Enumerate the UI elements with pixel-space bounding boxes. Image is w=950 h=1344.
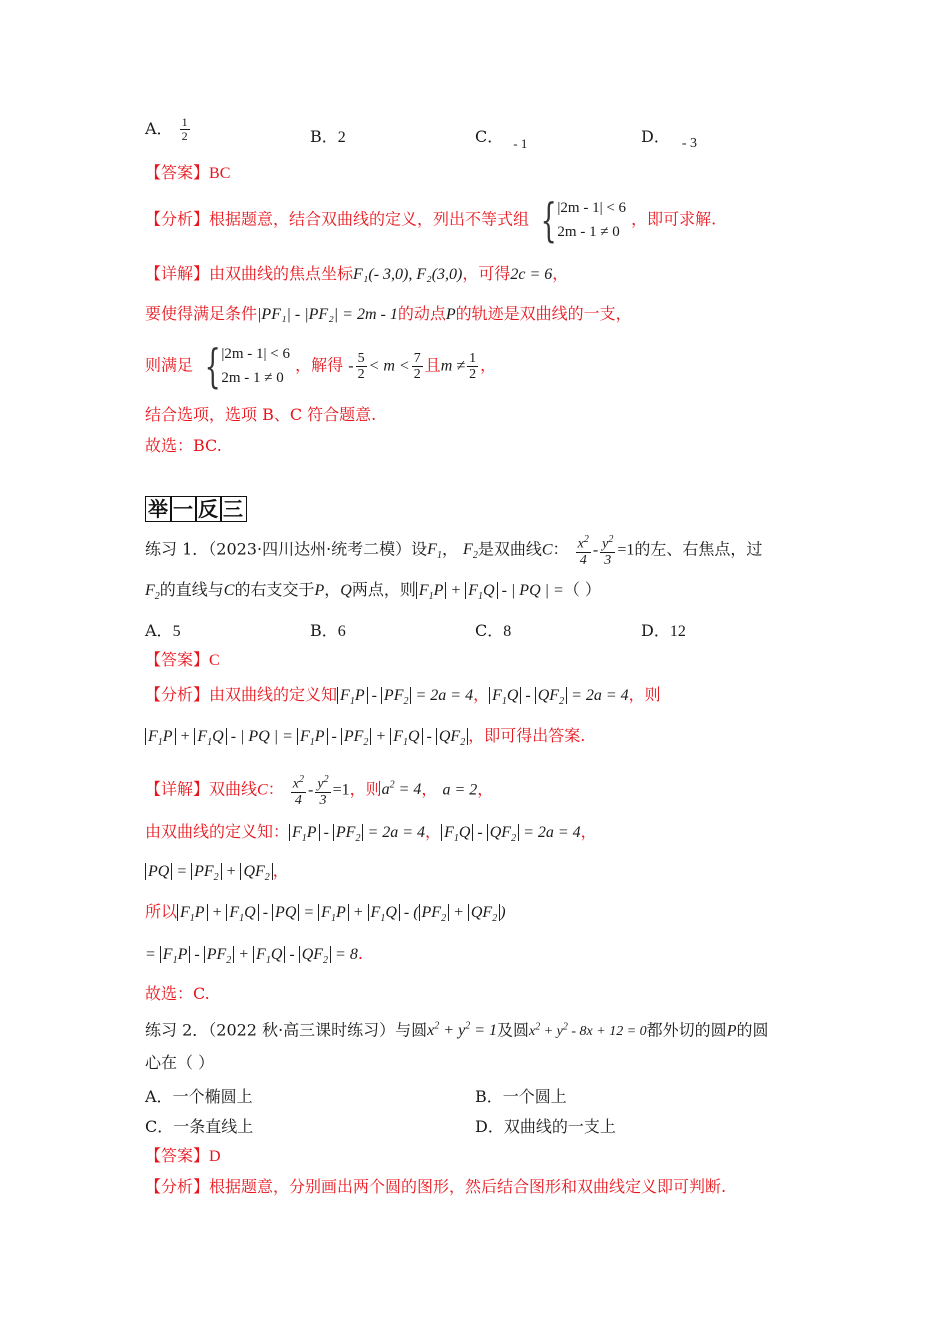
- ex1-option-c: C．8: [475, 621, 512, 640]
- ex1-stem-line1: 练习 1．（2023·四川达州·统考二模）设$F_1$， $F_2$是双曲线C： $\frac{x^2}{4}$ - $\frac{y^2}{3}$ =1的左、右焦点，过: [145, 534, 763, 568]
- prev-detail-5: 故选：BC.: [145, 436, 222, 455]
- ex2-option-d: D．双曲线的一支上: [475, 1117, 616, 1136]
- section-title: 举 一 反 三: [145, 493, 245, 522]
- ex1-answer: 【答案】C: [145, 650, 220, 669]
- option-a: A． $\frac{1}{2}$: [145, 115, 188, 143]
- ex1-option-b: B．6: [310, 621, 346, 640]
- prev-detail-1: 【详解】由双曲线的焦点坐标F₁(- 3,0), F₂(3,0)，可得2c = 6，: [145, 264, 569, 283]
- option-b: B．2: [310, 127, 346, 146]
- ex2-stem-line1: 练习 2．（2022 秋·高三课时练习）与圆$x^2 + y^2 = 1$及圆$x^2 + y^2 - 8x + 12 = 0$都外切的圆P的圆: [145, 1020, 769, 1040]
- ex2-option-b: B．一个圆上: [475, 1087, 567, 1106]
- ex1-detail-6: 故选：C.: [145, 984, 210, 1003]
- prev-detail-3: 则满足 { |2m - 1| < 6 2m - 1 ≠ 0 ，解得 - $\frac{5}{2}$ < m < $\frac{7}{2}$ 且m ≠ $\frac{1}{2}$ ，: [145, 339, 497, 393]
- ex2-answer: 【答案】D: [145, 1146, 221, 1165]
- option-c: C． $_{- 1}$: [475, 127, 528, 151]
- prev-analysis: 【分析】根据题意，结合双曲线的定义，列出不等式组 { |2m - 1| < 6 2m - 1 ≠ 0 ，即可求解.: [145, 193, 717, 247]
- ex1-option-a: A．5: [145, 621, 181, 640]
- ex1-analysis-2: $F_1P + F_1Q$ - | PQ | = $F_1P - PF_2 + F_1Q - QF_2$ ，即可得出答案.: [145, 724, 585, 755]
- ex1-detail-3: PQ = $PF_2 + QF_2$ ，: [145, 859, 289, 890]
- option-d: D． - 3: [641, 127, 698, 151]
- prev-answer: 【答案】BC: [145, 163, 231, 182]
- ex2-stem-line2: 心在（ ）: [145, 1053, 215, 1072]
- ex1-detail-1: 【详解】双曲线C： $\frac{x^2}{4}$ - $\frac{y^2}{3}$ =1，则$a^2 = 4$， a = 2，: [145, 774, 494, 808]
- option-a-fraction: $\frac{1}{2}$: [181, 115, 188, 143]
- ex2-option-a: A．一个椭圆上: [145, 1087, 253, 1106]
- ex1-analysis-1: 【分析】由双曲线的定义知 $F_1P - PF_2 = 2a = 4$， $F_1Q - QF_2 = 2a = 4$，则: [145, 685, 661, 708]
- inequality-system: { |2m - 1| < 6 2m - 1 ≠ 0: [540, 193, 627, 247]
- ex1-detail-5: = $F_1P - PF_2 + F_1Q - QF_2 = 8$.: [145, 944, 363, 967]
- prev-detail-4: 结合选项，选项 B、C 符合题意.: [145, 405, 377, 424]
- ex1-detail-2: 由双曲线的定义知： $F_1P - PF_2 = 2a = 4$， $F_1Q - QF_2 = 2a = 4$，: [145, 822, 597, 845]
- ex2-analysis: 【分析】根据题意，分别画出两个圆的图形，然后结合图形和双曲线定义即可判断.: [145, 1177, 727, 1196]
- ex2-option-c: C．一条直线上: [145, 1117, 254, 1136]
- ex1-stem-line2: $F_2$的直线与C的右支交于P，Q两点，则 $F_1P + F_1Q$ - | PQ | =（ ）: [145, 580, 601, 603]
- ex1-option-d: D．12: [641, 621, 686, 640]
- prev-detail-2: 要使得满足条件|PF₁| - |PF₂| = 2m - 1的动点P的轨迹是双曲线的一支，: [145, 304, 632, 323]
- ex1-detail-4: 所以 $F_1P + F_1Q$ - PQ = $F_1P + F_1Q$ - ( $PF_2 + QF_2$ ): [145, 902, 506, 925]
